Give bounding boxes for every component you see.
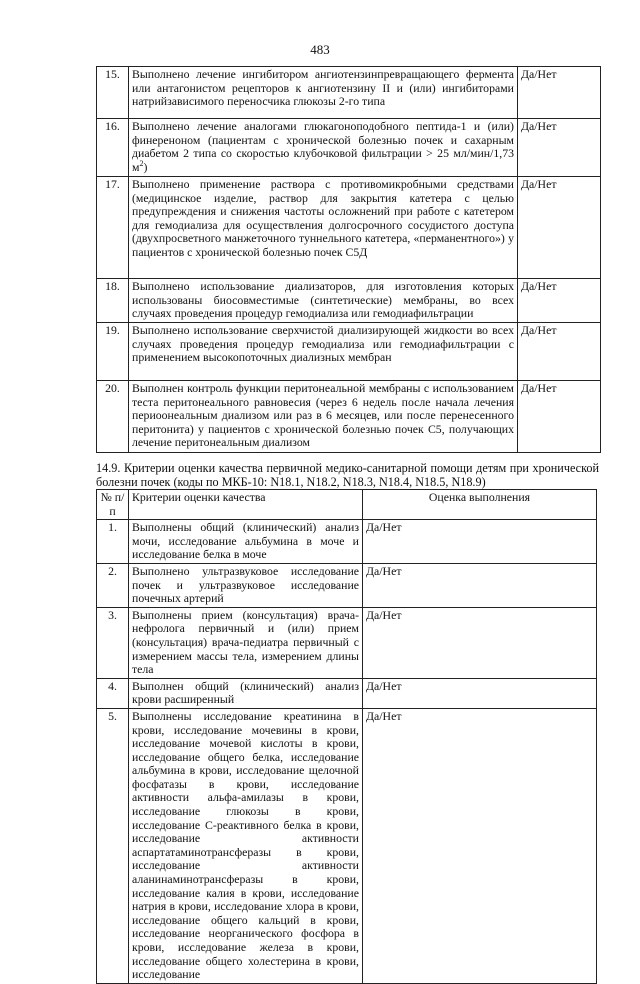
table-row [97, 279, 601, 323]
table-row [97, 323, 601, 381]
header-number: № п/п [97, 490, 129, 520]
grade-cell: Да/Нет [363, 678, 597, 708]
superscript: 2 [139, 158, 144, 168]
table-row [97, 607, 597, 678]
criterion-text: Выполнен контроль функции перитонеальной мембраны с использованием теста перитонеального равновесия (через 6 недель после начала лечения периоонеальным диализом или раз в 6 месяцев, или после перенесенного перитонита) у пациентов с хронической болезнью почек С5, получающих лечение перитонеальным диализом [129, 381, 518, 453]
criterion-text: Выполнено использование диализаторов, для изготовления которых использованы биосовместимые (синтетические) мембраны, во всех случаях проведения процедур гемодиализа или гемодиафильтрации [129, 279, 518, 323]
row-number: 15. [97, 67, 129, 119]
row-number: 19. [97, 323, 129, 381]
row-number: 5. [97, 708, 129, 983]
row-number: 2. [97, 563, 129, 607]
criterion-text: Выполнено ультразвуковое исследование почек и ультразвуковое исследование почечных артерий [129, 563, 363, 607]
table-row [97, 381, 601, 453]
row-number: 4. [97, 678, 129, 708]
grade-cell: Да/Нет [363, 607, 597, 678]
table-row [97, 520, 597, 564]
criterion-text-main: Выполнено лечение аналогами глюкагоноподобного пептида-1 и (или) финереноном (пациентам с хронической болезнью почек и сахарным диабетом 2 типа со скоростью клубочковой фильтрации > 25 мл/мин/1,73 м [132, 119, 514, 174]
page-number: 483 [310, 42, 330, 57]
table-row [97, 177, 601, 279]
grade-cell: Да/Нет [518, 67, 601, 119]
grade-cell: Да/Нет [518, 279, 601, 323]
criterion-text [129, 119, 518, 177]
grade-cell: Да/Нет [363, 563, 597, 607]
row-number: 20. [97, 381, 129, 453]
row-number: 16. [97, 119, 129, 177]
row-number: 1. [97, 520, 129, 564]
section-heading: 14.9. Критерии оценки качества первичной медико-санитарной помощи детям при хронической болезни почек (коды по МКБ-10: N18.1, N18.2, N18.3, N18.4, N18.5, N18.9) [96, 461, 599, 489]
table-row [97, 563, 597, 607]
row-number: 17. [97, 177, 129, 279]
criterion-text: Выполнено лечение ингибитором ангиотензинпревращающего фермента или антагонистом рецепторов к ангиотензину II и (или) ингибиторами натрийзависимого переносчика глюкозы 2-го типа [129, 67, 518, 119]
table-row [97, 708, 597, 983]
table-row [97, 678, 597, 708]
criterion-text: Выполнены исследование креатинина в крови, исследование мочевины в крови, исследование мочевой кислоты в крови, исследование общего белка, исследование альбумина в крови, исследование щелочной фосфатазы в крови, исследование активности альфа-амилазы в крови, исследование глюкозы в крови, исследование С-реактивного белка в крови, исследование активности аспартатаминотрансферазы в крови, исследование активности аланинаминотрансферазы в крови, исследование калия в крови, исследование натрия в крови, исследование хлора в крови, исследование общего кальций в крови, исследование неорганического фосфора в крови, исследование железа в крови, исследование общего холестерина в крови, исследование [129, 708, 363, 983]
criterion-text: Выполнен общий (клинический) анализ крови расширенный [129, 678, 363, 708]
criterion-text-end: ) [143, 159, 148, 174]
header-grade: Оценка выполнения [363, 490, 597, 520]
grade-cell: Да/Нет [518, 119, 601, 177]
grade-cell: Да/Нет [518, 381, 601, 453]
criteria-table-children [96, 489, 597, 984]
criterion-text: Выполнено применение раствора с противомикробными средствами (медицинское изделие, раствор для закрытия катетера с целью предупреждения и снижения частоты осложнений при работе с катетером для гемодиализа для осуществления долгосрочного сосудистого доступа (двухпросветного манжеточного туннельного катетера, «перманентного») у пациентов с хронической болезнью почек С5Д [129, 177, 518, 279]
criteria-table-continued [96, 66, 601, 453]
grade-cell: Да/Нет [363, 708, 597, 983]
table-header-row [97, 490, 597, 520]
table-row [97, 67, 601, 119]
grade-cell: Да/Нет [518, 323, 601, 381]
criterion-text: Выполнены прием (консультация) врача-нефролога первичный и (или) прием (консультация) врача-педиатра первичный с измерением массы тела, измерением длины тела [129, 607, 363, 678]
grade-cell: Да/Нет [518, 177, 601, 279]
criterion-text: Выполнено использование сверхчистой диализирующей жидкости во всех случаях проведения процедур гемодиализа или гемодиафильтрации с применением высокопоточных диализных мембран [129, 323, 518, 381]
row-number: 3. [97, 607, 129, 678]
row-number: 18. [97, 279, 129, 323]
header-criteria: Критерии оценки качества [129, 490, 363, 520]
table-row [97, 119, 601, 177]
criterion-text: Выполнены общий (клинический) анализ мочи, исследование альбумина в моче и исследование белка в моче [129, 520, 363, 564]
grade-cell: Да/Нет [363, 520, 597, 564]
